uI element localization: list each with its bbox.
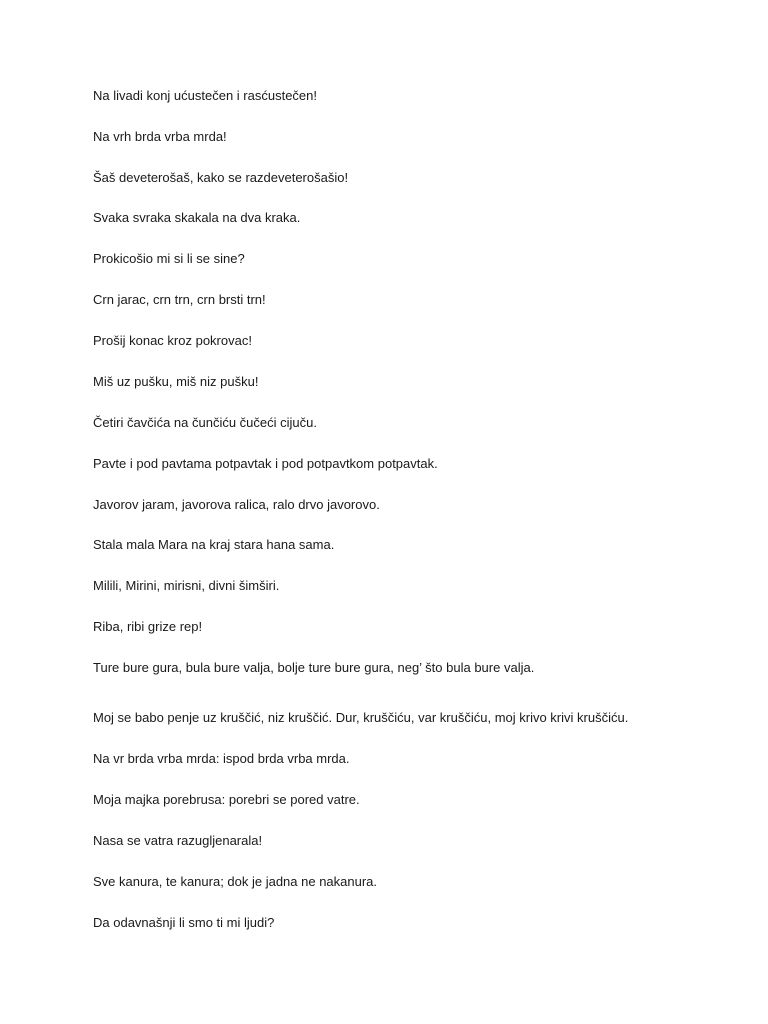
text-line: Da odavnašnji li smo ti mi ljudi? bbox=[93, 915, 275, 930]
text-line: Na livadi konj ućustečen i rasćustečen! bbox=[93, 88, 318, 103]
text-line: Na vr brda vrba mrda: ispod brda vrba mrda. bbox=[93, 751, 350, 766]
text-line: Četiri čavčića na čunčiću čučeći cijuču. bbox=[93, 415, 317, 430]
text-line: Milili, Mirini, mirisni, divni šimširi. bbox=[93, 578, 280, 593]
text-line: Moja majka porebrusa: porebri se pored vatre. bbox=[93, 792, 360, 807]
text-line: Crn jarac, crn trn, crn brsti trn! bbox=[93, 292, 266, 307]
text-line: Riba, ribi grize rep! bbox=[93, 619, 203, 634]
text-line: Stala mala Mara na kraj stara hana sama. bbox=[93, 537, 335, 552]
text-line: Svaka svraka skakala na dva kraka. bbox=[93, 210, 301, 225]
text-line: Ture bure gura, bula bure valja, bolje ture bure gura, neg’ što bula bure valja. bbox=[93, 660, 535, 675]
text-line: Javorov jaram, javorova ralica, ralo drvo javorovo. bbox=[93, 497, 380, 512]
text-line: Moj se babo penje uz kruščić, niz kruščić. Dur, kruščiću, var kruščiću, moj krivo krivi kruščiću. bbox=[93, 710, 629, 725]
text-line: Prošij konac kroz pokrovac! bbox=[93, 333, 252, 348]
text-line: Šaš deveterošaš, kako se razdeveterošašio! bbox=[93, 170, 349, 185]
text-line: Sve kanura, te kanura; dok je jadna ne nakanura. bbox=[93, 874, 378, 889]
text-line: Nasa se vatra razugljenarala! bbox=[93, 833, 263, 848]
text-line: Prokicošio mi si li se sine? bbox=[93, 251, 245, 266]
text-line: Miš uz pušku, miš niz pušku! bbox=[93, 374, 259, 389]
text-line: Pavte i pod pavtama potpavtak i pod potpavtkom potpavtak. bbox=[93, 456, 438, 471]
text-line: Na vrh brda vrba mrda! bbox=[93, 129, 227, 144]
